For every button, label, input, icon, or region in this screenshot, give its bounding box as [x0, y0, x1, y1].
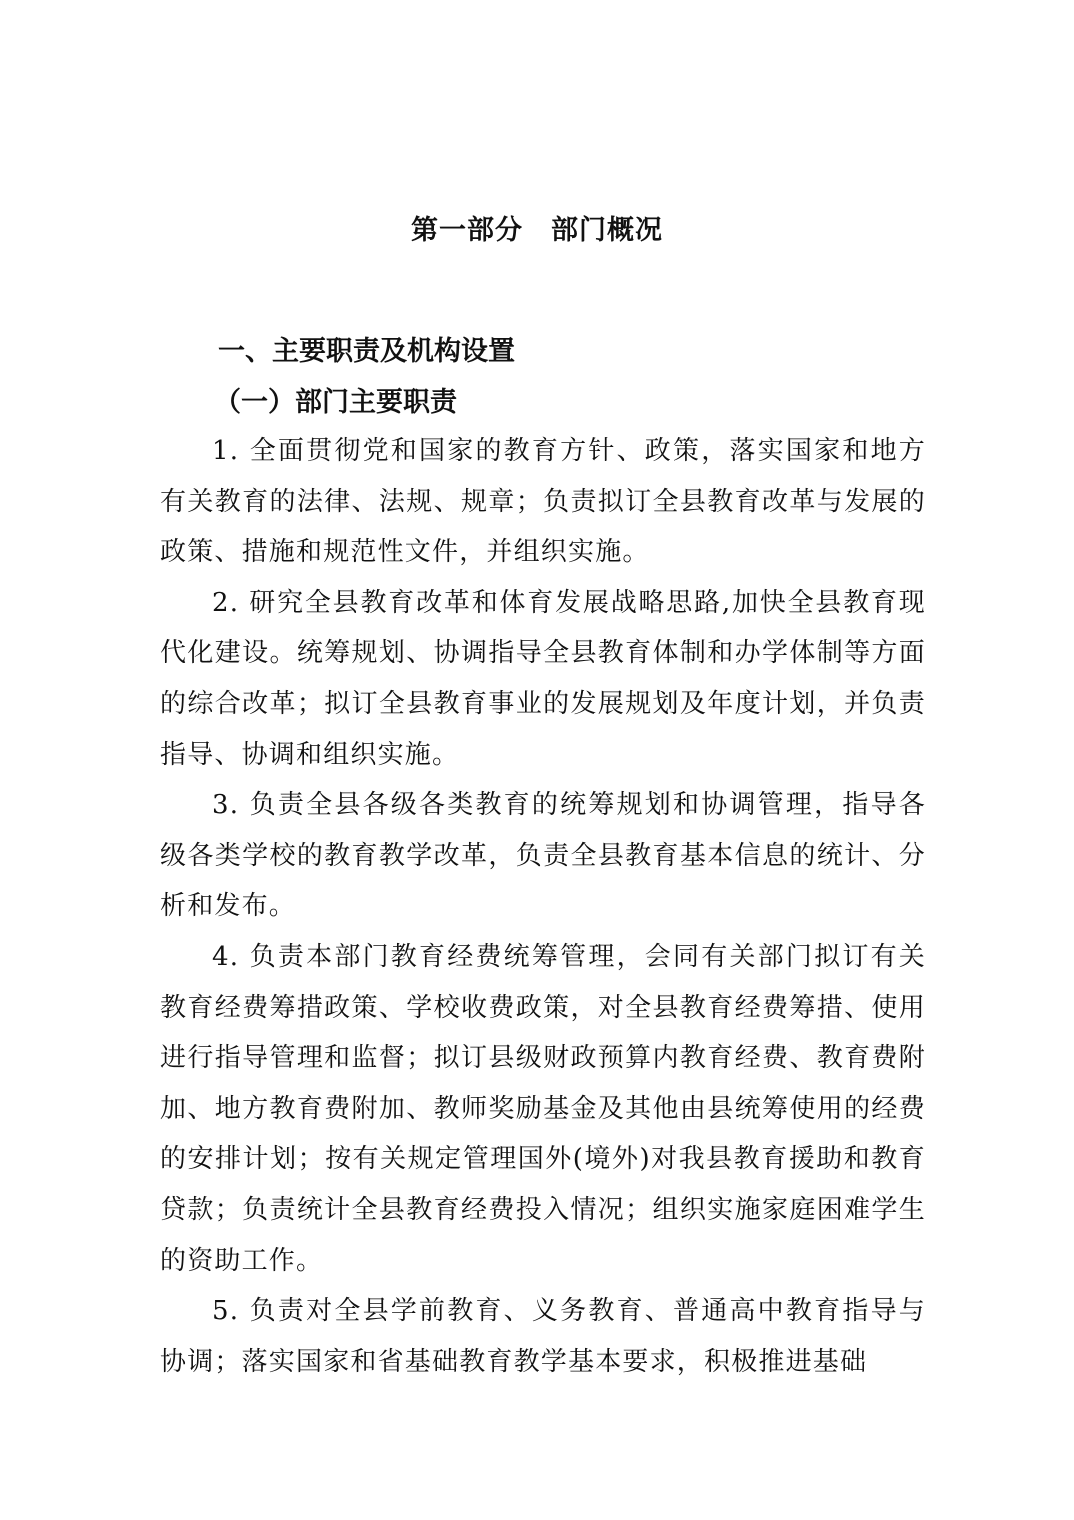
paragraph-4: 4. 负责本部门教育经费统筹管理，会同有关部门拟订有关教育经费筹措政策、学校收费政策，对全县教育经费筹措、使用进行指导管理和监督；拟订县级财政预算内教育经费、教育费附加、地方教育费附加、教师奖励基金及其他由县统筹使用的经费的安排计划；按有关规定管理国外(境外)对我县教育援助和教育贷款；负责统计全县教育经费投入情况；组织实施家庭困难学生的资助工作。 [160, 941, 926, 1276]
subsection-heading: （一）部门主要职责 [214, 387, 457, 418]
paragraph-1: 1. 全面贯彻党和国家的教育方针、政策，落实国家和地方有关教育的法律、法规、规章；负责拟订全县教育改革与发展的政策、措施和规范性文件，并组织实施。 [160, 436, 926, 568]
paragraph-2: 2. 研究全县教育改革和体育发展战略思路,加快全县教育现代化建设。统筹规划、协调指导全县教育体制和办学体制等方面的综合改革；拟订全县教育事业的发展规划及年度计划，并负责指导、协调和组织实施。 [160, 587, 926, 770]
section-heading: 一、主要职责及机构设置 [218, 336, 515, 367]
paragraph-3: 3. 负责全县各级各类教育的统筹规划和协调管理，指导各级各类学校的教育教学改革，负责全县教育基本信息的统计、分析和发布。 [160, 790, 926, 922]
paragraph-5: 5. 负责对全县学前教育、义务教育、普通高中教育指导与协调；落实国家和省基础教育教学基本要求，积极推进基础 [160, 1296, 926, 1377]
page-title: 第一部分 部门概况 [411, 215, 663, 246]
document-body [160, 426, 926, 1387]
